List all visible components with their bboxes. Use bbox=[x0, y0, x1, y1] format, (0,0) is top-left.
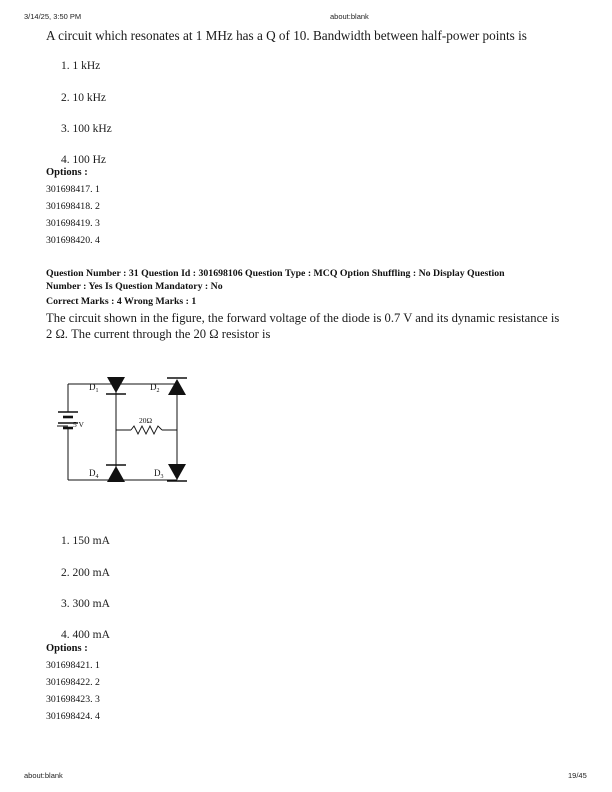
choice-item: 1. 150 mA bbox=[61, 535, 110, 547]
choice-item: 3. 300 mA bbox=[61, 598, 110, 610]
option-id: 301698417. 1 bbox=[46, 184, 100, 195]
diode-d3-label: $D_3$ bbox=[154, 468, 164, 480]
question-text: The circuit shown in the figure, the forward voltage of the diode is 0.7 V and its dynamic resistance is 2 Ω. The current through the 20 Ω resistor is bbox=[46, 311, 560, 341]
choice-item: 2. 200 mA bbox=[61, 567, 110, 579]
diode-d4-icon bbox=[106, 465, 126, 482]
options-label: Options : bbox=[46, 167, 88, 178]
diode-d1-icon bbox=[106, 377, 126, 394]
options-label: Options : bbox=[46, 643, 88, 654]
option-id: 301698421. 1 bbox=[46, 660, 100, 671]
source-voltage-label: 5 V bbox=[73, 420, 84, 429]
print-page-number: 19/45 bbox=[568, 771, 587, 780]
resistor-label: 20Ω bbox=[139, 416, 153, 425]
option-id: 301698422. 2 bbox=[46, 677, 100, 688]
choice-item: 4. 400 mA bbox=[61, 629, 110, 641]
question-meta-line2: Number : Yes Is Question Mandatory : No bbox=[46, 281, 223, 292]
choice-item: 4. 100 Hz bbox=[61, 154, 107, 166]
diode-d4-label: $D_4$ bbox=[89, 468, 99, 480]
choice-item: 2. 10 kHz bbox=[61, 92, 107, 104]
option-id: 301698419. 3 bbox=[46, 218, 100, 229]
bridge-circuit-figure bbox=[40, 368, 200, 508]
print-page-title: about:blank bbox=[330, 12, 369, 21]
choice-item: 1. 1 kHz bbox=[61, 60, 101, 72]
diode-d2-icon bbox=[167, 378, 187, 395]
option-id: 301698420. 4 bbox=[46, 235, 100, 246]
question-meta-line1: Question Number : 31 Question Id : 301698106 Question Type : MCQ Option Shuffling : No Display Question bbox=[46, 268, 505, 279]
diode-d1-label: $D_1$ bbox=[89, 382, 99, 394]
print-datetime: 3/14/25, 3:50 PM bbox=[24, 12, 82, 21]
diode-d2-label: $D_2$ bbox=[150, 382, 160, 394]
question-text: A circuit which resonates at 1 MHz has a Q of 10. Bandwidth between half-power points is bbox=[46, 28, 527, 43]
option-id: 301698424. 4 bbox=[46, 711, 100, 722]
question-marks: Correct Marks : 4 Wrong Marks : 1 bbox=[46, 296, 197, 307]
choice-item: 3. 100 kHz bbox=[61, 123, 112, 135]
option-id: 301698418. 2 bbox=[46, 201, 100, 212]
print-footer-url: about:blank bbox=[24, 771, 63, 780]
option-id: 301698423. 3 bbox=[46, 694, 100, 705]
diode-d3-icon bbox=[167, 464, 187, 481]
